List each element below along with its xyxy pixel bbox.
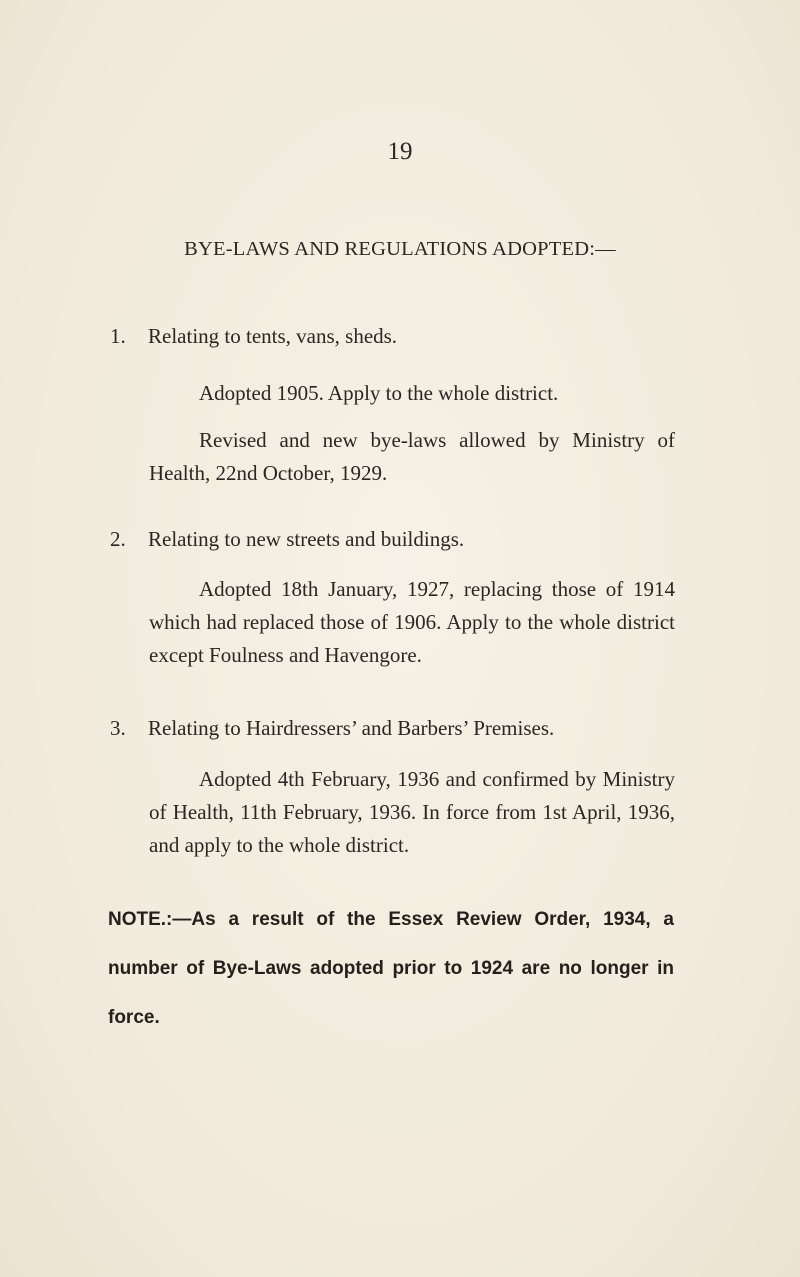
item-title xyxy=(110,716,554,741)
item-title-text: Relating to tents, vans, sheds. xyxy=(148,324,398,348)
item-title xyxy=(110,324,397,349)
item-paragraph: Adopted 1905. Apply to the whole district. xyxy=(199,381,559,405)
item-number: 2. xyxy=(110,527,126,551)
item-number: 3. xyxy=(110,716,126,740)
item-paragraph: Adopted 4th February, 1936 and confirmed by Ministry of Health, 11th February, 1936. In force from 1st April, 1936, and apply to the whole district. xyxy=(149,767,675,857)
item-title xyxy=(110,527,464,552)
item-paragraph: Adopted 18th January, 1927, replacing those of 1914 which had replaced those of 1906. Apply to the whole district except Foulness and Havengore. xyxy=(149,577,675,667)
item-title-text: Relating to new streets and buildings. xyxy=(148,527,465,551)
note-paragraph: NOTE.:—As a result of the Essex Review Order, 1934, a number of Bye-Laws adopted prior to 1924 are no longer in force. xyxy=(108,909,674,1028)
item-paragraph: Revised and new bye-laws allowed by Ministry of Health, 22nd October, 1929. xyxy=(149,428,675,485)
item-number: 1. xyxy=(110,324,126,348)
page-heading: BYE-LAWS AND REGULATIONS ADOPTED:— xyxy=(184,238,616,260)
item-title-text: Relating to Hairdressers’ and Barbers’ Premises. xyxy=(148,716,555,740)
page-number: 19 xyxy=(387,138,413,165)
